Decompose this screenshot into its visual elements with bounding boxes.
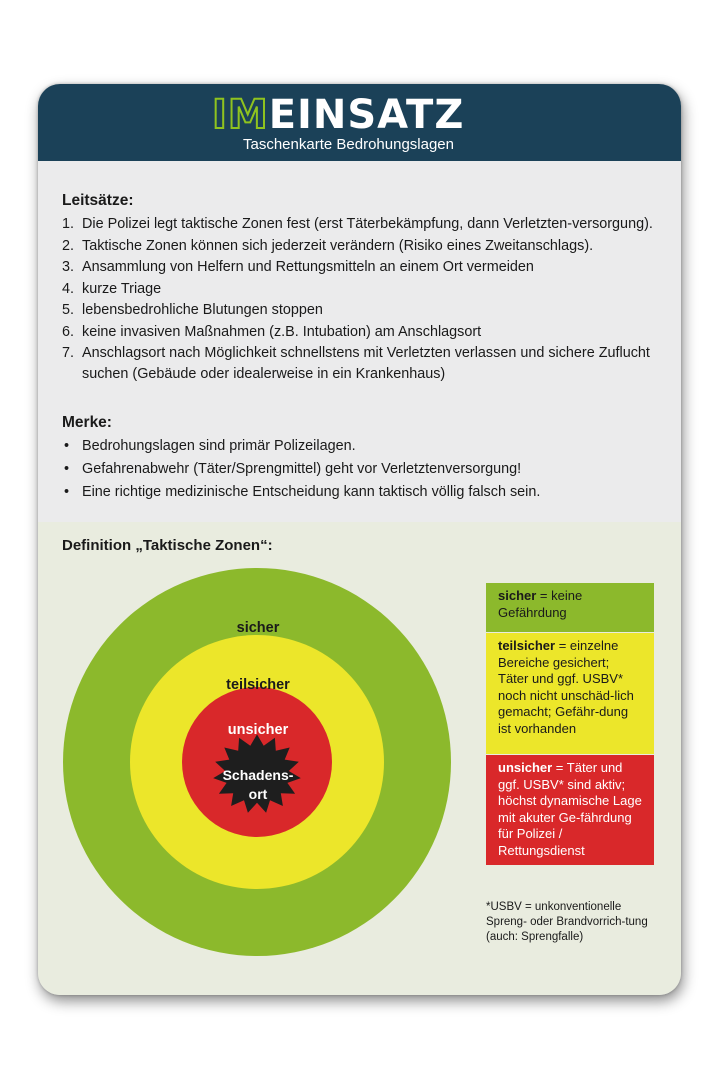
rule-item (62, 343, 662, 384)
merke-item (62, 436, 662, 457)
rule-number: 5. (62, 302, 75, 318)
merke-heading: Merke: (62, 414, 112, 431)
merke-text: Bedrohungslagen sind primär Polizeilagen. (82, 438, 356, 454)
merke-item (62, 459, 662, 480)
card-header (38, 84, 681, 161)
rule-number: 3. (62, 259, 75, 275)
zones-section (38, 522, 681, 995)
rules-heading: Leitsätze: (62, 192, 134, 209)
rule-item (62, 257, 662, 278)
zone-label-unsicher: unsicher (227, 722, 289, 738)
zone-label-sicher: sicher (236, 620, 280, 636)
zone-label-teilsicher: teilsicher (226, 677, 290, 693)
rule-text: Anschlagsort nach Möglichkeit schnellstens mit Verletzten verlassen und sichere Zuflucht suchen (Gebäude oder idealerweise in ein Krankenhaus) (82, 345, 650, 382)
rule-text: keine invasiven Maßnahmen (z.B. Intubation) am Anschlagsort (82, 323, 482, 340)
brand-im: IM (212, 92, 269, 138)
rule-item (62, 279, 662, 300)
rule-text: kurze Triage (82, 280, 162, 297)
legend-teilsicher-term: teilsicher (498, 638, 556, 653)
schadensort-line-1: Schadens- (222, 767, 294, 783)
legend-unsicher (486, 755, 654, 865)
merke-text: Eine richtige medizinische Entscheidung kann taktisch völlig falsch sein. (82, 484, 541, 500)
zone-label-schadensort (203, 766, 313, 804)
rule-text: Die Polizei legt taktische Zonen fest (erst Täterbekämpfung, dann Verletzten-versorgung). (82, 216, 653, 232)
legend-unsicher-text: = Täter und ggf. USBV* sind aktiv; höchst dynamische Lage mit akuter Ge-fährdung für Polizei / Rettungsdienst (498, 760, 642, 858)
usbv-footnote: *USBV = unkonventionelle Spreng- oder Brandvorrich-tung (auch: Sprengfalle) (486, 901, 648, 943)
rule-item (62, 236, 662, 257)
pocket-card (38, 84, 681, 995)
legend-teilsicher (486, 633, 654, 754)
legend-sicher-term: sicher (498, 588, 537, 603)
rules-list (62, 214, 662, 385)
legend-sicher-text: = keine Gefährdung (498, 588, 583, 620)
rule-item (62, 214, 662, 235)
rule-text: Ansammlung von Helfern und Rettungsmitteln an einem Ort vermeiden (82, 259, 534, 275)
legend-sicher (486, 583, 654, 632)
rule-text: lebensbedrohliche Blutungen stoppen (82, 302, 323, 318)
schadensort-line-2: ort (248, 786, 268, 802)
brand-einsatz: EINSATZ (268, 92, 465, 138)
merke-list (62, 436, 662, 505)
rule-number: 4. (62, 280, 75, 297)
rule-number: 1. (62, 216, 75, 232)
bullet-icon: • (64, 484, 70, 500)
legend-unsicher-term: unsicher (498, 760, 553, 775)
rule-text: Taktische Zonen können sich jederzeit verändern (Risiko eines Zweitanschlags). (82, 237, 594, 254)
merke-item (62, 482, 662, 503)
legend-teilsicher-text: = einzelne Bereiche gesichert; Täter und ggf. USBV* noch nicht unschäd-lich gemacht; Gefähr-dung ist vorhanden (498, 638, 634, 736)
bullet-icon: • (64, 461, 70, 477)
rule-number: 2. (62, 237, 75, 254)
rule-item (62, 300, 662, 321)
bullet-icon: • (64, 438, 70, 454)
merke-text: Gefahrenabwehr (Täter/Sprengmittel) geht vor Verletztenversorgung! (82, 461, 522, 477)
brand-logo (212, 90, 464, 140)
card-subtitle: Taschenkarte Bedrohungslagen (243, 136, 454, 153)
rule-item (62, 322, 662, 343)
rule-number: 7. (62, 345, 75, 361)
rule-number: 6. (62, 323, 75, 340)
zones-heading: Definition „Taktische Zonen“: (62, 537, 273, 554)
